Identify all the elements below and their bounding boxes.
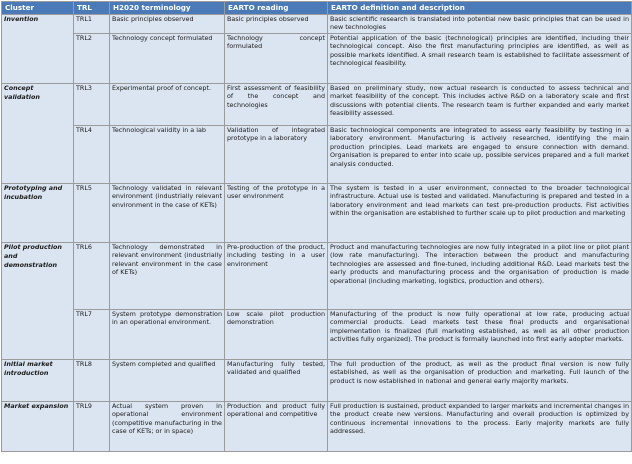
table-row [2,126,632,184]
h2020-cell: Technological validity in a lab [110,126,225,184]
description-cell: Full production is sustained, product expanded to larger markets and incremental changes in the product create new versions. Manufacturing and overall production is optimized by continuous incremental innovations to the process. Early majority markets are fully addressed. [328,402,632,452]
cluster-cell: Invention [2,15,74,84]
trl-cell: TRL3 [74,84,110,126]
cluster-cell: Initial market introduction [2,360,74,402]
description-cell: Potential application of the basic (technological) principles are identified, including their technological concept. Also the first manufacturing principles are identified, as well as possible markets identified. A small research team is established to facilitate assessment of technological feasibility. [328,34,632,84]
description-cell: Basic technological components are integrated to assess early feasibility by testing in a laboratory environment. Manufacturing is actively researched, identifying the main production principles. Lead markets are engaged to ensure connection with demand. Organisation is prepared to enter into scale up, possible services prepared and a full market analysis conducted. [328,126,632,184]
description-cell: The system is tested in a user environment, connected to the broader technological infrastructure. Actual use is tested and validated. Manufacturing is prepared and tested in a laboratory environment and lead markets can test pre-production products. Fist activities within the organisation are established to further scale up to pilot production and marketing [328,184,632,243]
trl-cell: TRL8 [74,360,110,402]
description-cell: Manufacturing of the product is now fully operational at low rate, producing actual commercial products. Lead markets test these final products and organisational implementation is finalized (full marketing established, as well as all other production activities fully organized). The product is formally launched into first early adopter markets. [328,310,632,360]
trl-cell: TRL5 [74,184,110,243]
header-row [2,2,632,15]
trl-cell: TRL2 [74,34,110,84]
header-h2020: H2020 terminology [110,2,225,15]
h2020-cell: Actual system proven in operational environment (competitive manufacturing in the case of KETs; or in space) [110,402,225,452]
cluster-cell: Pilot production and demonstration [2,243,74,360]
table-row [2,360,632,402]
h2020-cell: System completed and qualified [110,360,225,402]
cluster-cell: Prototyping and incubation [2,184,74,243]
trl-cell: TRL7 [74,310,110,360]
h2020-cell: System prototype demonstration in an operational environment. [110,310,225,360]
description-cell: Basic scientific research is translated into potential new basic principles that can be used in new technologies [328,15,632,34]
header-earto-reading: EARTO reading [225,2,328,15]
h2020-cell: Technology demonstrated in relevant environment (industrially relevant environment in the case of KETs) [110,243,225,310]
h2020-cell: Basic principles observed [110,15,225,34]
trl-cell: TRL1 [74,15,110,34]
earto-reading-cell: Pre-production of the product, including testing in a user environment [225,243,328,310]
earto-reading-cell: Validation of integrated prototype in a laboratory [225,126,328,184]
table-row [2,310,632,360]
trl-table [1,1,632,452]
h2020-cell: Technology concept formulated [110,34,225,84]
trl-cell: TRL9 [74,402,110,452]
header-cluster: Cluster [2,2,74,15]
cluster-cell: Concept validation [2,84,74,184]
earto-reading-cell: Testing of the prototype in a user environment [225,184,328,243]
earto-reading-cell: Low scale pilot production demonstration [225,310,328,360]
table-row [2,402,632,452]
trl-cell: TRL6 [74,243,110,310]
earto-reading-cell: Basic principles observed [225,15,328,34]
cluster-cell: Market expansion [2,402,74,452]
earto-reading-cell: Technology concept formulated [225,34,328,84]
earto-reading-cell: First assessment of feasibility of the concept and technologies [225,84,328,126]
table-row [2,34,632,84]
table-row [2,243,632,310]
h2020-cell: Experimental proof of concept. [110,84,225,126]
description-cell: The full production of the product, as well as the product final version is now fully established, as well as the organisation of production and marketing. Full launch of the product is now established in national and general early majority markets. [328,360,632,402]
description-cell: Product and manufacturing technologies are now fully integrated in a pilot line or pilot plant (low rate manufacturing). The interaction between the product and manufacturing technologies are assessed and fine-tuned, including additional R&D. Lead markets test the early products and manufacturing process and the organisation of production is made operational (including marketing, logistics, production and others). [328,243,632,310]
table-row [2,184,632,243]
table-row [2,15,632,34]
description-cell: Based on preliminary study, now actual research is conducted to assess technical and market feasibility of the concept. This includes active R&D on a laboratory scale and first discussions with potential clients. The research team is further expanded and early market feasibility assessed. [328,84,632,126]
earto-reading-cell: Production and product fully operational and competitive [225,402,328,452]
trl-cell: TRL4 [74,126,110,184]
header-trl: TRL [74,2,110,15]
h2020-cell: Technology validated in relevant environment (industrially relevant environment in the case of KETs) [110,184,225,243]
header-earto-definition: EARTO definition and description [328,2,632,15]
earto-reading-cell: Manufacturing fully tested, validated and qualified [225,360,328,402]
table-row [2,84,632,126]
